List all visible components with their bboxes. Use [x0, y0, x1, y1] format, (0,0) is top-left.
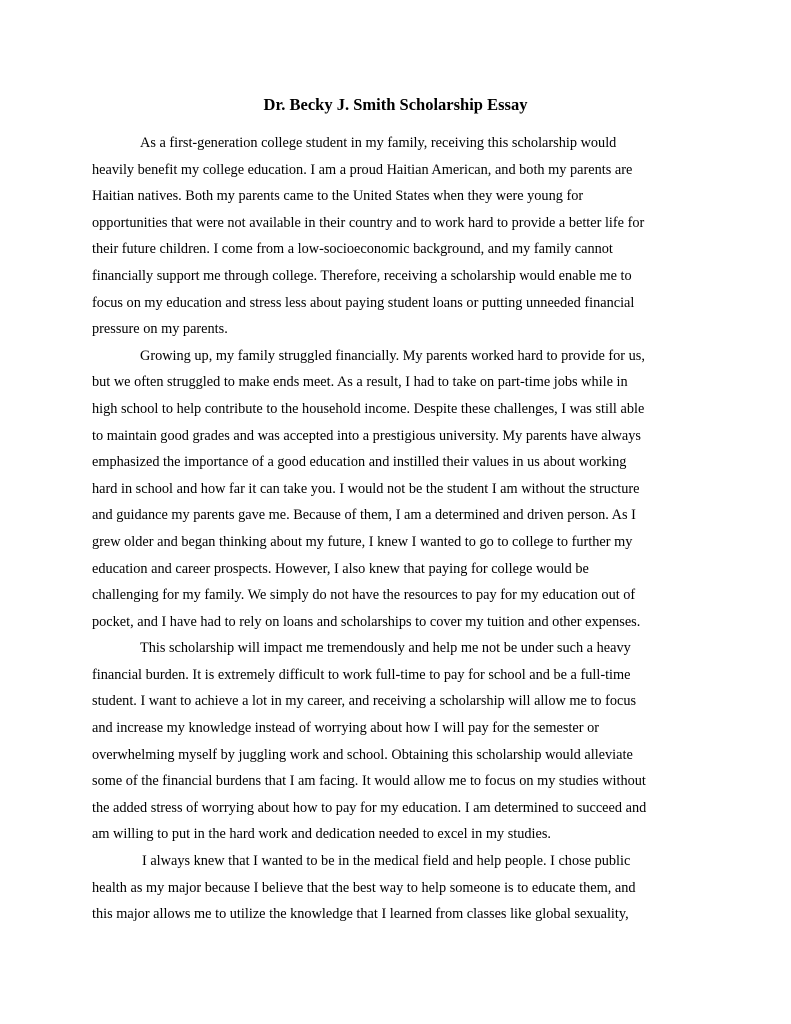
text-line: and increase my knowledge instead of worrying about how I will pay for the semester or: [92, 720, 599, 737]
paragraph: [92, 343, 712, 636]
text-line: the added stress of worrying about how to pay for my education. I am determined to succeed and: [92, 799, 647, 816]
text-line: heavily benefit my college education. I am a proud Haitian American, and both my parents are: [92, 161, 633, 178]
text-line: This scholarship will impact me tremendously and help me not be under such a heavy: [140, 640, 631, 657]
text-line: education and career prospects. However, I also knew that paying for college would be: [92, 560, 589, 577]
text-line: opportunities that were not available in their country and to work hard to provide a better life for: [92, 214, 645, 231]
text-line: their future children. I come from a low-socioeconomic background, and my family cannot: [92, 241, 613, 258]
text-line: emphasized the importance of a good education and instilled their values in us about working: [92, 454, 627, 471]
text-line: am willing to put in the hard work and dedication needed to excel in my studies.: [92, 826, 551, 843]
text-line: pressure on my parents.: [92, 321, 228, 338]
text-line: overwhelming myself by juggling work and school. Obtaining this scholarship would alleviate: [92, 746, 633, 763]
document-title: Dr. Becky J. Smith Scholarship Essay: [263, 95, 528, 114]
text-line: some of the financial burdens that I am facing. It would allow me to focus on my studies without: [92, 773, 646, 790]
paragraph: [92, 848, 712, 928]
text-line: but we often struggled to make ends meet. As a result, I had to take on part-time jobs while in: [92, 374, 628, 391]
text-line: challenging for my family. We simply do not have the resources to pay for my education out of: [92, 587, 636, 604]
essay-body: [92, 130, 712, 928]
text-line: student. I want to achieve a lot in my career, and receiving a scholarship will allow me to focus: [92, 693, 637, 710]
text-line: to maintain good grades and was accepted into a prestigious university. My parents have always: [92, 427, 641, 444]
text-line: hard in school and how far it can take you. I would not be the student I am without the structure: [92, 480, 640, 497]
text-line: Haitian natives. Both my parents came to the United States when they were young for: [92, 188, 584, 205]
paragraph: [92, 635, 712, 848]
text-line: I always knew that I wanted to be in the medical field and help people. I chose public: [142, 853, 631, 870]
text-line: As a first-generation college student in my family, receiving this scholarship would: [140, 135, 617, 151]
text-line: health as my major because I believe that the best way to help someone is to educate them, and: [92, 879, 636, 896]
paragraph: [92, 130, 712, 343]
text-line: financial burden. It is extremely difficult to work full-time to pay for school and be a full-time: [92, 666, 631, 683]
text-line: and guidance my parents gave me. Because of them, I am a determined and driven person. As I: [92, 507, 636, 524]
text-line: this major allows me to utilize the knowledge that I learned from classes like global sexuality,: [92, 906, 629, 923]
text-line: pocket, and I have had to rely on loans and scholarships to cover my tuition and other expenses.: [92, 613, 641, 630]
text-line: grew older and began thinking about my future, I knew I wanted to go to college to further my: [92, 533, 633, 550]
text-line: focus on my education and stress less about paying student loans or putting unneeded financial: [92, 294, 635, 311]
text-line: financially support me through college. Therefore, receiving a scholarship would enable me to: [92, 267, 632, 284]
text-line: high school to help contribute to the household income. Despite these challenges, I was still able: [92, 400, 645, 417]
text-line: Growing up, my family struggled financially. My parents worked hard to provide for us,: [140, 347, 645, 364]
